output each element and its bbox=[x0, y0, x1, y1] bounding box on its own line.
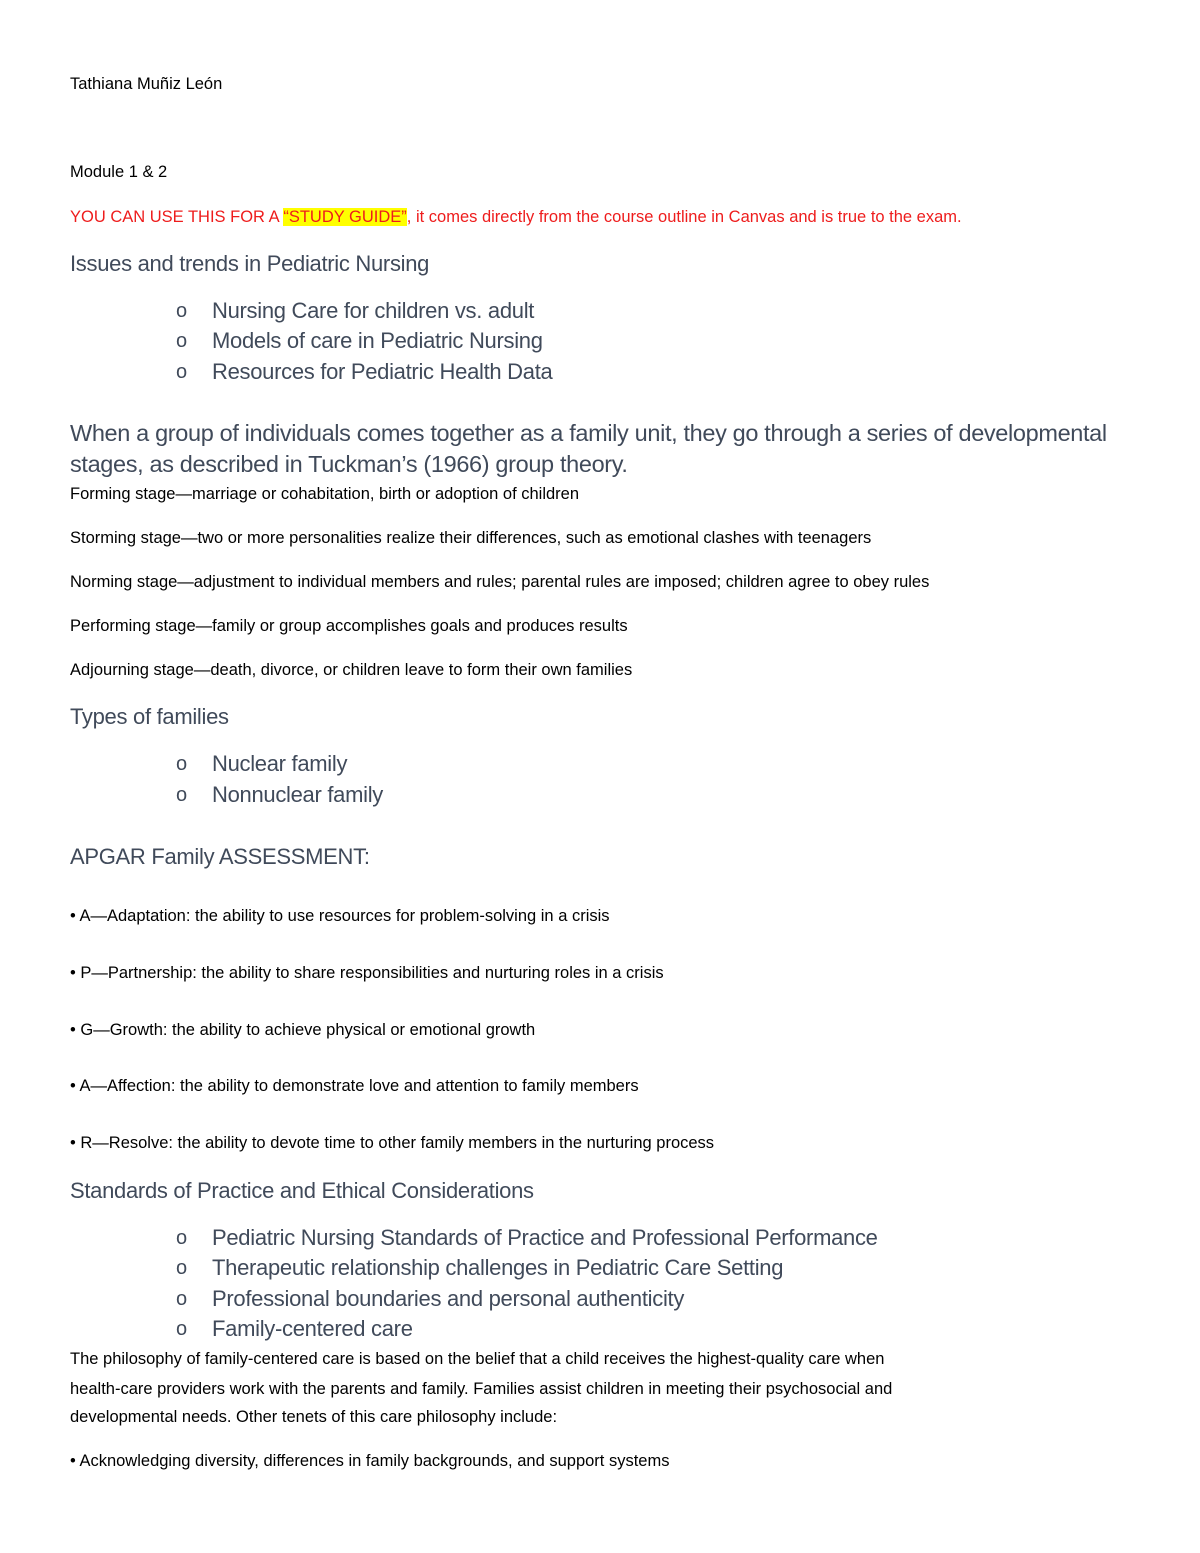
bullet-o-icon: o bbox=[176, 784, 187, 806]
tuckman-stage: Adjourning stage—death, divorce, or children leave to form their own families bbox=[70, 661, 633, 679]
issues-item-text: Nursing Care for children vs. adult bbox=[212, 298, 535, 323]
apgar-item: • A—Affection: the ability to demonstrate love and attention to family members bbox=[70, 1077, 639, 1095]
tuckman-intro-line2: stages, as described in Tuckman’s (1966) group theory. bbox=[70, 451, 628, 477]
standards-item-text: Professional boundaries and personal authenticity bbox=[212, 1286, 685, 1311]
tuckman-intro-line1: When a group of individuals comes together as a family unit, they go through a series of developmental bbox=[70, 420, 1107, 446]
bullet-o-icon: o bbox=[176, 361, 187, 383]
apgar-item: • R—Resolve: the ability to devote time to other family members in the nurturing process bbox=[70, 1134, 715, 1152]
standards-heading: Standards of Practice and Ethical Considerations bbox=[70, 1178, 534, 1203]
standards-item-text: Family-centered care bbox=[212, 1316, 413, 1341]
types-item-text: Nuclear family bbox=[212, 751, 348, 776]
tuckman-stage: Performing stage—family or group accomplishes goals and produces results bbox=[70, 617, 628, 635]
tuckman-stage: Storming stage—two or more personalities realize their differences, such as emotional clashes with teenagers bbox=[70, 529, 872, 547]
types-heading: Types of families bbox=[70, 704, 229, 729]
philosophy-line: health-care providers work with the parents and family. Families assist children in meeting their psychosocial and bbox=[70, 1380, 893, 1398]
apgar-item: • A—Adaptation: the ability to use resources for problem-solving in a crisis bbox=[70, 907, 610, 925]
notice-highlight: “STUDY GUIDE” bbox=[283, 208, 407, 226]
standards-item-text: Pediatric Nursing Standards of Practice and Professional Performance bbox=[212, 1225, 878, 1250]
bullet-o-icon: o bbox=[176, 1288, 187, 1310]
study-guide-notice bbox=[70, 208, 962, 227]
issues-item-text: Resources for Pediatric Health Data bbox=[212, 359, 553, 384]
philosophy-line: The philosophy of family-centered care is based on the belief that a child receives the highest-quality care when bbox=[70, 1350, 885, 1368]
tuckman-stage: Forming stage—marriage or cohabitation, birth or adoption of children bbox=[70, 485, 580, 503]
philosophy-bullet: • Acknowledging diversity, differences in family backgrounds, and support systems bbox=[70, 1452, 670, 1470]
author-name: Tathiana Muñiz León bbox=[70, 75, 223, 93]
notice-part2: , it comes directly from the course outline in Canvas and is true to the exam. bbox=[406, 208, 962, 226]
philosophy-line: developmental needs. Other tenets of this care philosophy include: bbox=[70, 1408, 558, 1426]
standards-item-text: Therapeutic relationship challenges in Pediatric Care Setting bbox=[212, 1255, 784, 1280]
bullet-o-icon: o bbox=[176, 1318, 187, 1340]
apgar-item: • P—Partnership: the ability to share responsibilities and nurturing roles in a crisis bbox=[70, 964, 664, 982]
bullet-o-icon: o bbox=[176, 1257, 187, 1279]
notice-part1: YOU CAN USE THIS FOR A bbox=[70, 208, 284, 226]
issues-heading: Issues and trends in Pediatric Nursing bbox=[70, 251, 430, 276]
tuckman-stage: Norming stage—adjustment to individual members and rules; parental rules are imposed; children agree to obey rules bbox=[70, 573, 930, 591]
bullet-o-icon: o bbox=[176, 753, 187, 775]
bullet-o-icon: o bbox=[176, 330, 187, 352]
module-title: Module 1 & 2 bbox=[70, 163, 168, 181]
apgar-heading: APGAR Family ASSESSMENT: bbox=[70, 844, 370, 869]
bullet-o-icon: o bbox=[176, 300, 187, 322]
issues-item-text: Models of care in Pediatric Nursing bbox=[212, 328, 543, 353]
apgar-item: • G—Growth: the ability to achieve physical or emotional growth bbox=[70, 1021, 536, 1039]
types-item-text: Nonnuclear family bbox=[212, 782, 383, 807]
bullet-o-icon: o bbox=[176, 1227, 187, 1249]
